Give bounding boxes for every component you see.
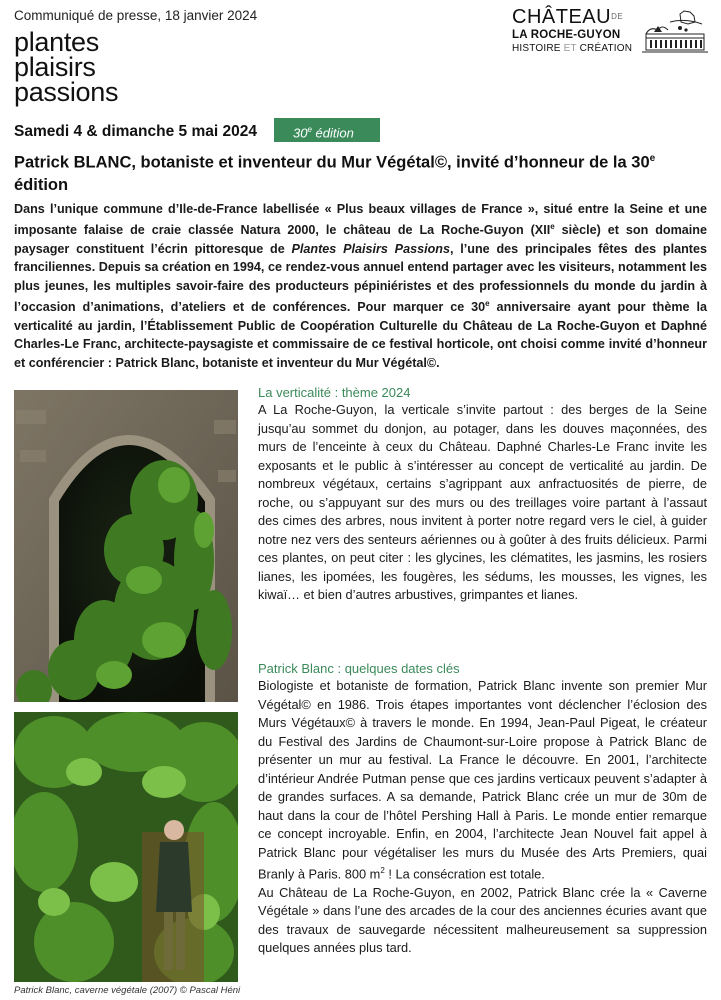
key-dates-part-1: Biologiste et botaniste de formation, Patrick Blanc invente son premier Mur Végétal© en 1986. Trois étapes importantes vont déclencher l’éclosion des Murs Végétaux© à travers le monde. En 1994, Jean-Paul Pigeat, le créateur du Festival des Jardins de Chaumont-sur-Loire propose à Patrick Blanc de présenter un mur au festival. La France le découvre. En 2001, l’architecte d’intérieur Andrée Putman pense que ces jardins verticaux peuvent s’adapter à de grandes surfaces. A sa demande, Patrick Blanc crée un mur de 30m de haut dans la cour de l’hôtel Pershing Hall à Paris. Le monde entier remarque ce concept incroyable. Enfin, en 2004, l’architecte Jean Nouvel fait appel à Patrick Blanc pour végétaliser les murs du Musée des Arts Premiers, quai Branly à Paris. 800 m	[258, 678, 707, 882]
logo-de-text: DE	[611, 12, 624, 21]
intro-part-3: , l’une des principales fêtes des plantes franciliennes. Depuis sa création en 1994, ce rendez-vous annuel entend partager avec les visiteurs, notamment les plus jeunes, les multiples savoir-faire des producteurs pépiniéristes et des professionnels du monde du jardin à l’occasion d’animations, d’ateliers et de conférences. Pour marquer ce 30	[14, 242, 708, 315]
section-verticality	[258, 384, 707, 605]
event-dates-row	[14, 120, 354, 144]
chateau-logo	[512, 6, 712, 60]
logo-histoire: HISTOIRE	[512, 43, 561, 54]
section-title-key-dates: Patrick Blanc : quelques dates clés	[258, 661, 460, 676]
intro-part-2: siècle) et son domaine paysager constituent l’écrin pittoresque de	[14, 223, 708, 256]
key-dates-part-2: ! La consécration est totale.	[384, 866, 545, 882]
logo-et: ET	[563, 43, 577, 54]
photo-caption: Patrick Blanc, caverne végétale (2007) © Pascal Héni	[14, 985, 241, 996]
section-body-key-dates	[258, 677, 707, 884]
edition-number: 30	[293, 125, 308, 141]
headline-edition-number: 30	[631, 153, 650, 172]
logo-creation: CRÉATION	[579, 43, 633, 54]
intro-paragraph	[14, 200, 707, 372]
section-title-verticality: La verticalité : thème 2024	[258, 385, 411, 400]
section-key-dates	[258, 660, 707, 958]
logo-place-name: LA ROCHE-GUYON	[512, 29, 621, 41]
section-body-verticality: A La Roche-Guyon, la verticale s’invite partout : des berges de la Seine jusqu’au sommet du donjon, au potager, dans les douves maçonnées, des murs de l’enceinte à ceux du Château. Daphné Charles-Le Franc invite les exposants et le public à s’intéresser au concept de verticalité au jardin. De nombreux végétaux, certains s’agrippant aux anfractuosités de pierre, de roche, ou s’appuyant sur des murs ou des treillages voire partant à l’assaut des cimes des arbres, nous invitent à porter notre regard vers le ciel, à guider notre nez vers des senteurs aériennes ou à goûter à des fruits délicieux. Parmi ces plantes, on peut citer : les glycines, les clématites, les jasmins, les rosiers lianes, les ipomées, les fougères, les sédums, les mousses, les vignes, les kiwaï… et bien d’autres arbustives, grimpantes et lianes.	[258, 402, 707, 602]
intro-sup-1: e	[550, 222, 555, 232]
headline-text: Patrick BLANC, botaniste et inventeur du Mur Végétal©, invité d’honneur de la	[14, 153, 627, 172]
headline-sup: e	[649, 153, 656, 164]
edition-word: édition	[311, 125, 354, 141]
section-body-caverne: Au Château de La Roche-Guyon, en 2002, Patrick Blanc crée la « Caverne Végétale » dans l’une des arcades de la cour des anciennes écuries avant que des travaux de sauvegarde nécessitent malheureusement sa suppression quelques années plus tard.	[258, 884, 707, 956]
edition-badge	[274, 118, 380, 142]
stone-arch-photo	[14, 390, 238, 702]
wordmark-line-2: plaisirs	[14, 52, 96, 82]
wordmark-line-3: passions	[14, 77, 119, 107]
castle-drawing-icon	[640, 8, 710, 56]
edition-sup: e	[307, 125, 312, 134]
intro-part-1: Dans l’unique commune d’Ile-de-France labellisée « Plus beaux villages de France », situé entre la Seine et une imposante falaise de craie classée Natura 2000, le château de La Roche-Guyon (XII	[14, 202, 707, 238]
plant-wall-portrait-photo	[14, 712, 238, 982]
logo-chateau-text: CHÂTEAU	[512, 6, 612, 28]
headline	[14, 148, 704, 196]
festival-wordmark	[14, 27, 119, 107]
press-release-date: Communiqué de presse, 18 janvier 2024	[14, 8, 258, 23]
intro-part-4: anniversaire ayant pour thème la verticalité au jardin, l’Établissement Public de Coopération Culturelle du Château de La Roche-Guyon et Daphné Charles-Le Franc, architecte-paysagiste et commissaire de ce festival horticole, ont choisi comme invité d’honneur et conférencier : Patrick Blanc, botaniste et inventeur du Mur Végétal©.	[14, 300, 707, 370]
intro-festival-name: Plantes Plaisirs Passions	[291, 242, 450, 256]
square-meter-sup: 2	[380, 866, 385, 875]
headline-tail: édition	[14, 175, 69, 194]
event-date: Samedi 4 & dimanche 5 mai 2024	[14, 123, 257, 140]
wordmark-line-1: plantes	[14, 27, 99, 57]
intro-sup-2: e	[485, 299, 490, 309]
